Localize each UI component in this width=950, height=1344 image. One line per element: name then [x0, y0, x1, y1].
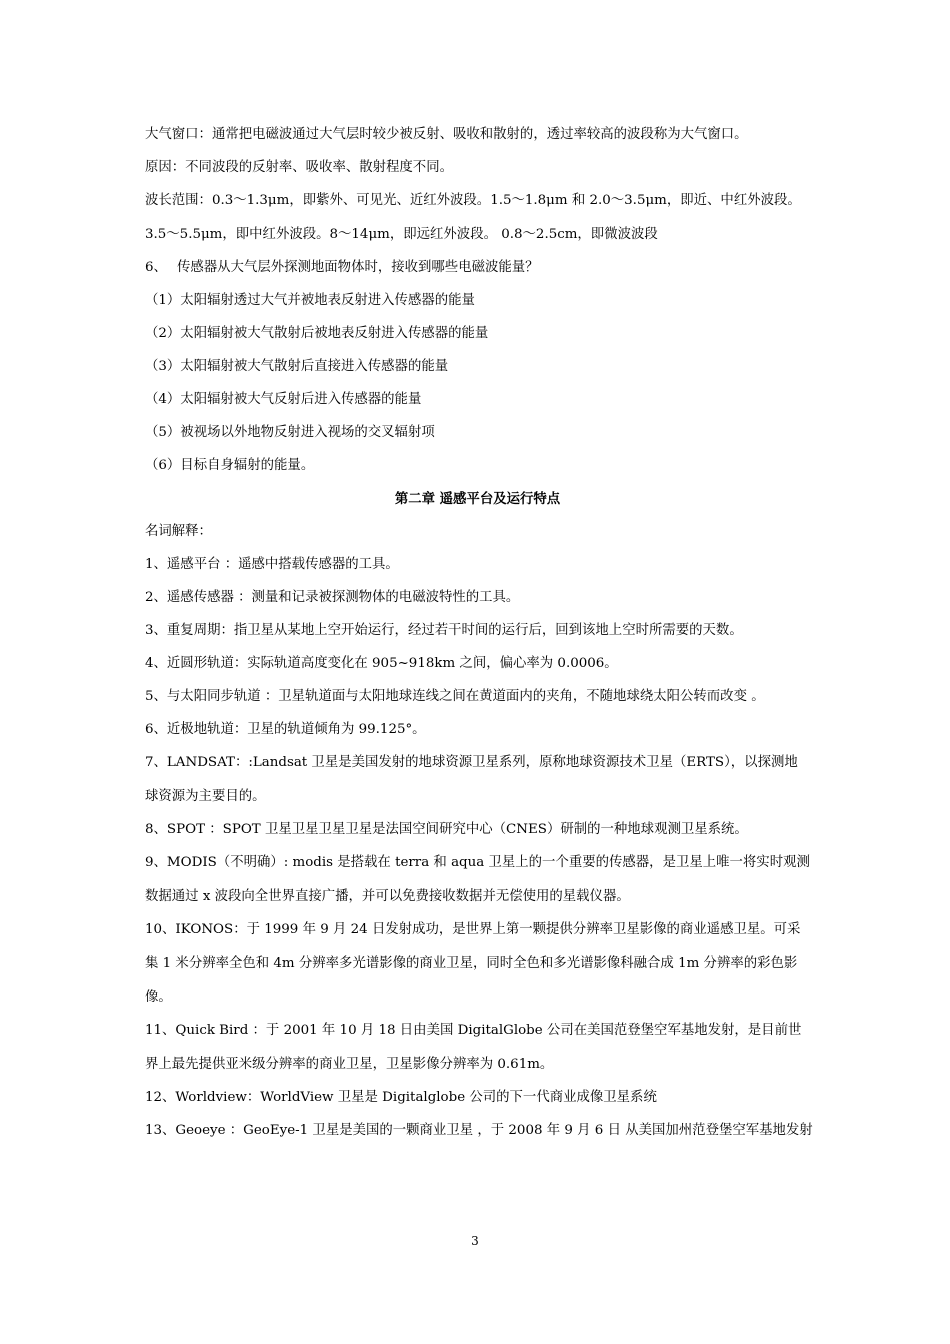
term-item-spot: 8、SPOT ：SPOT 卫星卫星卫星卫星是法国空间研究中心（CNES）研制的一种地球观测卫星系统。 [145, 822, 748, 837]
question-6-item: （1）太阳辐射透过大气并被地表反射进入传感器的能量 [145, 293, 475, 308]
term-item: 6、近极地轨道：卫星的轨道倾角为 99.125°。 [145, 722, 426, 737]
term-item: 5、与太阳同步轨道 ：卫星轨道面与太阳地球连线之间在黄道面内的夹角，不随地球绕太阳公转而改变 。 [145, 689, 765, 704]
paragraph-atmospheric-window: 大气窗口：通常把电磁波通过大气层时较少被反射、吸收和散射的，透过率较高的波段称为大气窗口。 [145, 127, 748, 142]
term-item: 1、遥感平台 ：遥感中搭载传感器的工具。 [145, 557, 399, 572]
question-6-text: 传感器从大气层外探测地面物体时，接收到哪些电磁波能量？ [177, 260, 539, 275]
term-item-landsat: 7、LANDSAT：:Landsat 卫星是美国发射的地球资源卫星系列，原称地球资源技术卫星（ERTS），以探测地球资源为主要目的。 [145, 755, 798, 804]
term-item-ikonos: 10、IKONOS：于 1999 年 9 月 24 日发射成功，是世界上第一颗提供分辨率卫星影像的商业遥感卫星。可采集 1 米分辨率全色和 4m 分辨率多光谱影像的商业卫星，同时全色和多光谱影像科融合成 1m 分辨率的彩色影像。 [145, 922, 801, 1005]
term-item-geoeye: 13、Geoeye ：GeoEye-1 卫星是美国的一颗商业卫星 ，于 2008 年 9 月 6 日 从美国加州范登堡空军基地发射 [145, 1123, 813, 1138]
term-item: 2、遥感传感器 ：测量和记录被探测物体的电磁波特性的工具。 [145, 590, 520, 605]
question-6-item: （6）目标自身辐射的能量。 [145, 458, 315, 473]
question-6-item: （2）太阳辐射被大气散射后被地表反射进入传感器的能量 [145, 326, 489, 341]
paragraph-wavelength-range: 波长范围：0.3～1.3μm，即紫外、可见光、近红外波段。1.5～1.8μm 和 2.0～3.5μm，即近、中红外波段。3.5～5.5μm，即中红外波段。8～14μm，即远红外波段。 0.8～2.5cm，即微波波段 [145, 193, 801, 242]
question-6 [145, 258, 810, 278]
term-item: 4、近圆形轨道：实际轨道高度变化在 905~918km 之间，偏心率为 0.0006。 [145, 656, 618, 671]
question-6-item: （3）太阳辐射被大气散射后直接进入传感器的能量 [145, 359, 449, 374]
chapter-title: 第二章 遥感平台及运行特点 [394, 491, 561, 507]
paragraph-reason: 原因：不同波段的反射率、吸收率、散射程度不同。 [145, 160, 453, 175]
question-6-number: 6、 [145, 260, 167, 275]
term-item-modis: 9、MODIS（不明确）: modis 是搭载在 terra 和 aqua 卫星上的一个重要的传感器，是卫星上唯一将实时观测数据通过 x 波段向全世界直接广播，并可以免费接收数据并无偿使用的星载仪器。 [145, 855, 810, 904]
term-item-worldview: 12、Worldview：WorldView 卫星是 Digitalglobe 公司的下一代商业成像卫星系统 [145, 1090, 657, 1105]
page-number: 3 [471, 1234, 479, 1248]
term-item-quickbird: 11、Quick Bird ：于 2001 年 10 月 18 日由美国 DigitalGlobe 公司在美国范登堡空军基地发射，是目前世界上最先提供亚米级分辨率的商业卫星，卫星影像分辨率为 0.61m。 [145, 1023, 802, 1072]
page-content [145, 125, 813, 1154]
term-item: 3、重复周期：指卫星从某地上空开始运行，经过若干时间的运行后，回到该地上空时所需要的天数。 [145, 623, 743, 638]
question-6-item: （4）太阳辐射被大气反射后进入传感器的能量 [145, 392, 422, 407]
question-6-item: （5）被视场以外地物反射进入视场的交叉辐射项 [145, 425, 435, 440]
chapter-subtitle: 名词解释： [145, 524, 212, 539]
